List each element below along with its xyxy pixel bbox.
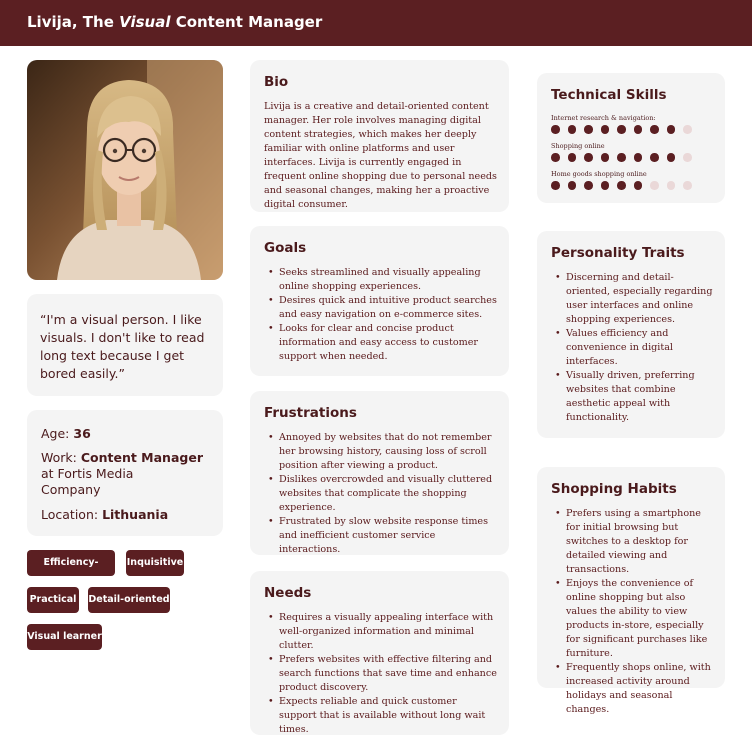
goals-card bbox=[250, 226, 509, 376]
traits-card bbox=[537, 231, 725, 438]
rating-dot-filled bbox=[634, 125, 643, 134]
rating-dot-filled bbox=[634, 181, 643, 190]
list-item: • Prefers websites with effective filtering and search functions that save time and enhance product discovery. bbox=[264, 653, 497, 695]
bio-text: Livija is a creative and detail-oriented content manager. Her role involves managing digital content strategies, which makes her deeply familiar with online platforms and user interfaces. Livija is currently engaged in frequent online shopping due to personal needs and seasonal changes, making her a proactive digital consumer. bbox=[264, 101, 497, 210]
habits-list bbox=[551, 507, 713, 717]
work-value: Content Manager bbox=[80, 450, 203, 465]
rating-dot-filled bbox=[584, 153, 593, 162]
skill-label: Home goods shopping online bbox=[551, 170, 647, 178]
rating-dot-empty bbox=[683, 125, 692, 134]
list-item: • Discerning and detail-oriented, especially regarding user interfaces and online shopping experiences. bbox=[551, 271, 713, 327]
list-item: • Visually driven, preferring websites that combine aesthetic appeal with functionality. bbox=[551, 369, 713, 425]
frustrations-title: Frustrations bbox=[264, 405, 357, 421]
rating-dot-empty bbox=[683, 153, 692, 162]
goals-list bbox=[264, 266, 497, 364]
rating-dot-filled bbox=[617, 125, 626, 134]
skills-card bbox=[537, 73, 725, 203]
age-line: Age: 36 bbox=[41, 426, 91, 441]
list-item: • Requires a visually appealing interface with well-organized information and minimal clutter. bbox=[264, 611, 497, 653]
bio-title: Bio bbox=[264, 74, 289, 90]
skills-title: Technical Skills bbox=[551, 87, 667, 103]
work-line: Work: Content Manager bbox=[41, 450, 203, 465]
list-item: • Enjoys the convenience of online shopping but also values the ability to view products in-store, especially for significant purchases like furniture. bbox=[551, 577, 713, 661]
rating-dot-filled bbox=[584, 125, 593, 134]
frustrations-card bbox=[250, 391, 509, 555]
page-title: Livija, The Visual Content Manager bbox=[27, 13, 323, 31]
list-item: • Frustrated by slow website response times and inefficient customer service interactions. bbox=[264, 515, 497, 557]
list-item: • Looks for clear and concise product information and easy access to customer support when needed. bbox=[264, 322, 497, 364]
location-value: Lithuania bbox=[102, 507, 169, 522]
habits-card bbox=[537, 467, 725, 715]
traits-list bbox=[551, 271, 713, 425]
list-item: • Dislikes overcrowded and visually cluttered websites that complicate the shopping experience. bbox=[264, 473, 497, 515]
skill-rating bbox=[551, 153, 692, 162]
work-company: at Fortis Media Company bbox=[41, 466, 134, 497]
list-item: • Prefers using a smartphone for initial browsing but switches to a desktop for detailed viewing and transactions. bbox=[551, 507, 713, 577]
location-line: Location: Lithuania bbox=[41, 507, 169, 522]
demographics-card bbox=[27, 410, 223, 536]
skill-rating bbox=[551, 125, 692, 134]
page-header bbox=[0, 0, 752, 46]
rating-dot-filled bbox=[667, 153, 676, 162]
rating-dot-filled bbox=[568, 181, 577, 190]
rating-dot-filled bbox=[634, 153, 643, 162]
rating-dot-empty bbox=[667, 181, 676, 190]
tag-efficiency-driven: Efficiency- ven bbox=[27, 550, 115, 576]
rating-dot-filled bbox=[568, 153, 577, 162]
rating-dot-filled bbox=[551, 181, 560, 190]
tag-inquisitive: Inquisitive bbox=[126, 550, 184, 576]
list-item: • Annoyed by websites that do not remember her browsing history, causing loss of scroll position after viewing a product. bbox=[264, 431, 497, 473]
rating-dot-filled bbox=[617, 181, 626, 190]
rating-dot-filled bbox=[551, 125, 560, 134]
list-item: • Seeks streamlined and visually appealing online shopping experiences. bbox=[264, 266, 497, 294]
list-item: • Values efficiency and convenience in digital interfaces. bbox=[551, 327, 713, 369]
needs-list bbox=[264, 611, 497, 737]
skill-rating bbox=[551, 181, 692, 190]
rating-dot-filled bbox=[584, 181, 593, 190]
tag-practical: Practical bbox=[27, 587, 79, 613]
rating-dot-filled bbox=[650, 125, 659, 134]
rating-dot-filled bbox=[650, 153, 659, 162]
list-item: • Frequently shops online, with increased activity around holidays and seasonal changes. bbox=[551, 661, 713, 717]
habits-title: Shopping Habits bbox=[551, 481, 677, 497]
list-item: • Expects reliable and quick customer support that is available without long wait times. bbox=[264, 695, 497, 737]
traits-title: Personality Traits bbox=[551, 245, 685, 261]
needs-card bbox=[250, 571, 509, 735]
age-value: 36 bbox=[73, 426, 91, 441]
rating-dot-filled bbox=[601, 125, 610, 134]
persona-quote: “I'm a visual person. I like visuals. I don't like to read long text because I get bored easily.” bbox=[40, 312, 205, 381]
quote-card bbox=[27, 294, 223, 396]
rating-dot-filled bbox=[551, 153, 560, 162]
rating-dot-filled bbox=[617, 153, 626, 162]
rating-dot-filled bbox=[601, 153, 610, 162]
frustrations-list bbox=[264, 431, 497, 557]
rating-dot-empty bbox=[650, 181, 659, 190]
tag-visual-learner: Visual learner bbox=[27, 624, 102, 650]
skill-label: Internet research & navigation: bbox=[551, 114, 656, 122]
needs-title: Needs bbox=[264, 585, 312, 601]
rating-dot-filled bbox=[667, 125, 676, 134]
rating-dot-filled bbox=[601, 181, 610, 190]
tag-detail-oriented: Detail-oriented bbox=[88, 587, 170, 613]
goals-title: Goals bbox=[264, 240, 307, 256]
rating-dot-empty bbox=[683, 181, 692, 190]
rating-dot-filled bbox=[568, 125, 577, 134]
list-item: • Desires quick and intuitive product searches and easy navigation on e-commerce sites. bbox=[264, 294, 497, 322]
bio-card bbox=[250, 60, 509, 212]
persona-photo bbox=[27, 60, 223, 280]
skill-label: Shopping online bbox=[551, 142, 605, 150]
